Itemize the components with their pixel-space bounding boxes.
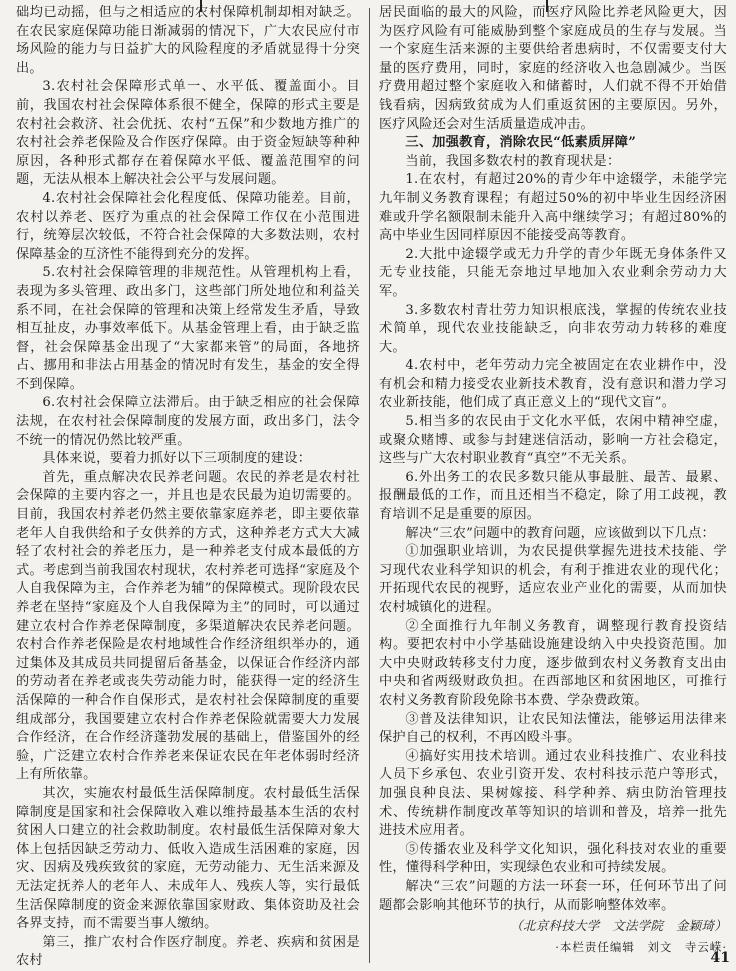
paragraph: 础均已动摇，但与之相适应的农村保障机制却相对缺乏。在农民家庭保障功能日渐减弱的情况下，广大农民应付市场风险的能力与日益扩大的风险程度的矛盾就显得十分突出。 bbox=[16, 5, 360, 76]
column-divider bbox=[369, 8, 370, 963]
paragraph: 6.农村社会保障立法滞后。由于缺乏相应的社会保障法规，在农村社会保障制度的发展方面，政出多门，法令不统一的情况仍然比较严重。 bbox=[16, 395, 360, 448]
right-column bbox=[379, 4, 727, 956]
page-number: 41 bbox=[710, 950, 730, 966]
paragraph: 4.农村中，老年劳动力完全被固定在农业耕作中，没有机会和精力接受农业新技术教育，没有意识和潜力学习农业新技能，他们成了真正意义上的“现代文盲”。 bbox=[379, 358, 727, 411]
paragraph: ④搞好实用技术培训。通过农业科技推广、农业科技人员下乡承包、农业引资开发、农村科技示范户等形式，加强良种良法、果树嫁接、科学种养、病虫防治管理技术、传统耕作制度改革等知识的培训和普及，培养一批先进技术应用者。 bbox=[379, 748, 727, 839]
author-byline: （北京科技大学 文法学院 金颖琦） bbox=[510, 918, 727, 934]
paragraph: 当前，我国多数农村的教育现状是： bbox=[405, 153, 621, 169]
paragraph: 4.农村社会保障社会化程度低、保障功能差。目前，农村以养老、医疗为重点的社会保障工作仅在小范围进行，统筹层次较低，不符合社会保障的大多数法则，农村保障基金的互济性不能得到充分的发挥。 bbox=[16, 190, 360, 262]
editor-credit: ·本栏责任编辑 刘文 寺云嵘· bbox=[555, 939, 727, 954]
paragraph: 2.大批中途辍学或无力升学的青少年既无身体条件又无专业技能，只能无奈地过早地加入农业剩余劳动力大军。 bbox=[379, 246, 727, 299]
paragraph: 5.农村社会保障管理的非规范性。从管理机构上看，表现为多头管理、政出多门，这些部门所处地位和利益关系不同，在社会保障的管理和决策上经常发生矛盾，导致相互扯皮，办事效率低下。从基金管理上看，由于缺乏监督，社会保障基金出现了“大家都来管”的局面，各地挤占、挪用和非法占用基金的情况时有发生，基金的安全得不到保障。 bbox=[16, 265, 360, 392]
paragraph: 解决“三农”问题的方法一环套一环，任何环节出了问题都会影响其他环节的执行，从而影响整体效率。 bbox=[379, 878, 727, 913]
paragraph: 3.农村社会保障形式单一、水平低、覆盖面小。目前，我国农村社会保障体系很不健全，保障的形式主要是农村社会救济、社会优抚、农村“五保”和少数地方推广的农村社会养老保险及合作医疗保障。由于资金短缺等种种原因，各种形式都存在着保障水平低、覆盖范围窄的问题，无法从根本上解决社会公平与发展问题。 bbox=[16, 79, 360, 188]
paragraph: ①加强职业培训，为农民提供掌握先进技术技能、学习现代农业科学知识的机会，有利于推进农业的现代化；开拓现代农民的视野，适应农业产业化的需要，从而加快农村城镇化的进程。 bbox=[379, 544, 727, 615]
paragraph: ③普及法律知识，让农民知法懂法，能够运用法律来保护自己的权利，不再凶殴斗事。 bbox=[379, 711, 727, 746]
paragraph: 首先，重点解决农民养老问题。农民的养老是农村社会保障的主要内容之一，并且也是农民最为迫切需要的。目前，我国农村养老仍然主要依靠家庭养老，即主要依靠老年人自我供给和子女供养的方式，这种养老方式大大减轻了农村社会的养老压力，是一种养老支付成本最低的方式。考虑到当前我国农村现状，农村养老可选择“家庭及个人自我保障为主，合作养老为辅”的保障模式。现阶段农民养老在坚持“家庭及个人自我保障为主”的同时，可以通过建立农村合作养老保障制度，多渠道解决农民养老问题。农村合作养老保险是农村地域性合作经济组织举办的，通过集体及其成员共同提留后备基金，以保证合作经济内部的劳动者在养老或丧失劳动能力时，能获得一定的经济生活保障的一种合作自保形式，是农村社会保障制度的重要组成部分，我国要建立农村合作养老保险就需要大力发展合作经济，在合作经济蓬勃发展的基础上，借鉴国外的经验，广泛建立农村合作养老来保证农民在年老体弱时经济上有所依靠。 bbox=[16, 469, 360, 783]
paragraph: ⑤传播农业及科学文化知识，强化科技对农业的重要性，懂得科学种田，实现绿色农业和可持续发展。 bbox=[379, 841, 727, 876]
section-heading: 三、加强教育，消除农民“低素质屏障” bbox=[405, 135, 637, 151]
paragraph: 3.多数农村青壮劳力知识根底浅，掌握的传统农业技术简单，现代农业技能缺乏，向非农劳动力转移的难度大。 bbox=[379, 302, 727, 355]
paragraph: 其次，实施农村最低生活保障制度。农村最低生活保障制度是国家和社会保障收入难以维持最基本生活的农村贫困人口建立的社会救助制度。农村最低生活保障对象大体上包括因缺乏劳动力、低收入造成生活困难的家庭，因灾、因病及残疾致贫的家庭，无劳动能力、无生活来源及无法定抚养人的老年人、未成年人、残疾人等，实行最低生活保障制度的资金来源依靠国家财政、集体资助及社会各界支持，而不需要当事人缴纳。 bbox=[16, 785, 360, 932]
paragraph: 6.外出务工的农民多数只能从事最脏、最苦、最累、报酬最低的工作，而且还相当不稳定，除了用工歧视，教育培训不足是重要的原因。 bbox=[379, 469, 727, 523]
left-column bbox=[16, 4, 360, 971]
paragraph: 第三，推广农村合作医疗制度。养老、疾病和贫困是农村 bbox=[16, 934, 360, 969]
paragraph: 解决“三农”问题中的教育问题，应该做到以下几点： bbox=[405, 525, 715, 541]
paragraph: ②全面推行九年制义务教育，调整现行教育投资结构。要把农村中小学基础设施建设纳入中央投资范围。加大中央财政转移支付力度，逐步做到农村义务教育支出由中央和省两级财政负担。在西部地区和贫困地区，可推行农村义务教育阶段免除书本费、学杂费政策。 bbox=[379, 618, 727, 708]
paragraph: 1.在农村，有超过20%的青少年中途辍学，未能学完九年制义务教育课程；有超过50%的初中毕业生因经济困难或升学名额限制未能升入高中继续学习；有超过80%的高中毕业生因同样原因不能接受高等教育。 bbox=[379, 172, 727, 244]
paragraph: 5.相当多的农民由于文化水平低，农闲中精神空虚，或聚众赌博、或参与封建迷信活动，影响一方社会稳定，这些与广大农村职业教育“真空”不无关系。 bbox=[379, 414, 727, 467]
paragraph: 具体来说，要着力抓好以下三项制度的建设： bbox=[42, 451, 312, 467]
paragraph: 居民面临的最大的风险，而医疗风险比养老风险更大，因为医疗风险有可能威胁到整个家庭成员的生存与发展。当一个家庭生活来源的主要供给者患病时，不仅需要支付大量的医疗费用，同时，家庭的经济收入也急剧减少。当医疗费用超过整个家庭收入和储蓄时，人们就不得不开始借钱看病，因病致贫成为人们重返贫困的主要原因。另外，医疗风险还会对生活质量造成冲击。 bbox=[379, 5, 727, 132]
